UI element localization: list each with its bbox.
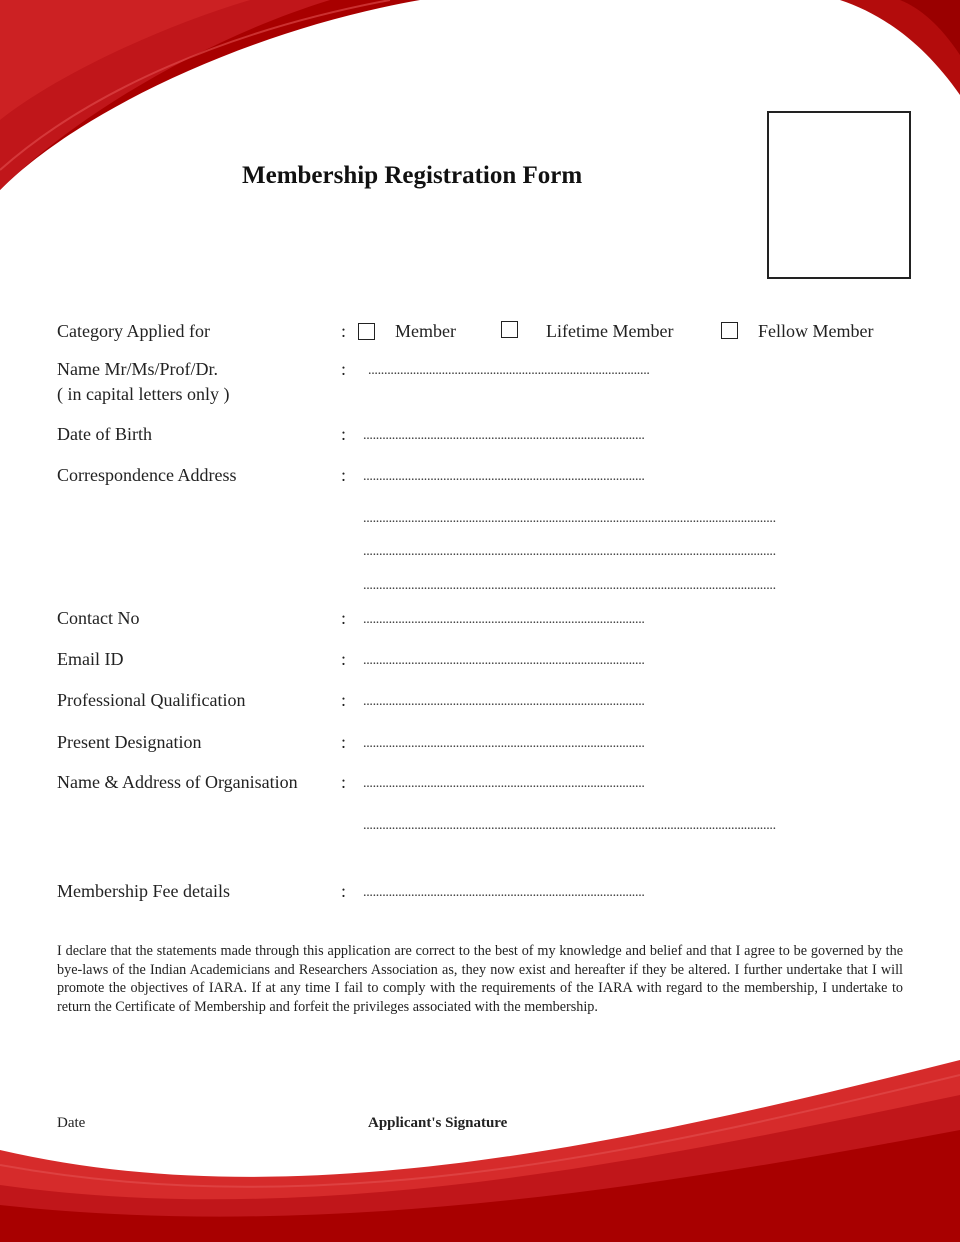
- organisation-field-line-2[interactable]: .................................................................................................................................: [363, 819, 776, 833]
- lifetime-member-checkbox[interactable]: [501, 321, 518, 338]
- dob-label: Date of Birth: [57, 424, 152, 444]
- category-colon: :: [341, 321, 347, 341]
- address-field-line-2[interactable]: .................................................................................................................................: [363, 512, 776, 526]
- date-label: Date: [57, 1115, 86, 1131]
- fee-label: Membership Fee details: [57, 881, 230, 901]
- qualification-label: Professional Qualification: [57, 690, 246, 710]
- address-field-line-1[interactable]: ........................................................................................: [363, 470, 645, 484]
- designation-label: Present Designation: [57, 732, 202, 752]
- address-label: Correspondence Address: [57, 465, 237, 485]
- page-title: Membership Registration Form: [242, 162, 583, 189]
- dob-field[interactable]: ........................................................................................: [363, 429, 645, 443]
- name-label: Name Mr/Ms/Prof/Dr.: [57, 359, 218, 379]
- fee-colon: :: [341, 881, 347, 901]
- organisation-colon: :: [341, 772, 347, 792]
- contact-colon: :: [341, 608, 347, 628]
- address-field-line-4[interactable]: .................................................................................................................................: [363, 579, 776, 593]
- fellow-member-option-label: Fellow Member: [758, 321, 874, 341]
- member-checkbox[interactable]: [358, 323, 375, 340]
- fee-field[interactable]: ........................................................................................: [363, 886, 645, 900]
- photo-upload-box[interactable]: [767, 111, 911, 279]
- organisation-field-line-1[interactable]: ........................................................................................: [363, 777, 645, 791]
- lifetime-member-option-label: Lifetime Member: [546, 321, 674, 341]
- qualification-colon: :: [341, 690, 347, 710]
- qualification-field[interactable]: ........................................................................................: [363, 695, 645, 709]
- designation-colon: :: [341, 732, 347, 752]
- organisation-label: Name & Address of Organisation: [57, 772, 298, 792]
- address-field-line-3[interactable]: .................................................................................................................................: [363, 545, 776, 559]
- address-colon: :: [341, 465, 347, 485]
- email-field[interactable]: ........................................................................................: [363, 654, 645, 668]
- email-colon: :: [341, 649, 347, 669]
- name-field[interactable]: ........................................................................................: [368, 364, 650, 378]
- name-colon: :: [341, 359, 347, 379]
- signature-label: Applicant's Signature: [368, 1115, 508, 1131]
- name-sublabel: ( in capital letters only ): [57, 384, 230, 404]
- contact-label: Contact No: [57, 608, 140, 628]
- contact-field[interactable]: ........................................................................................: [363, 613, 645, 627]
- member-option-label: Member: [395, 321, 456, 341]
- category-label: Category Applied for: [57, 321, 210, 341]
- designation-field[interactable]: ........................................................................................: [363, 737, 645, 751]
- fellow-member-checkbox[interactable]: [721, 322, 738, 339]
- email-label: Email ID: [57, 649, 124, 669]
- dob-colon: :: [341, 424, 347, 444]
- declaration-text: I declare that the statements made through this application are correct to the best of my knowledge and belief and that I agree to be governed by the bye-laws of the Indian Academicians and Researchers Association as, they now exist and hereafter if they be altered. I further undertake that I will promote the objectives of IARA. If at any time I fail to comply with the requirements of the IARA with regard to the membership, I undertake to return the Certificate of Membership and forfeit the privileges associated with the membership.: [57, 943, 903, 1016]
